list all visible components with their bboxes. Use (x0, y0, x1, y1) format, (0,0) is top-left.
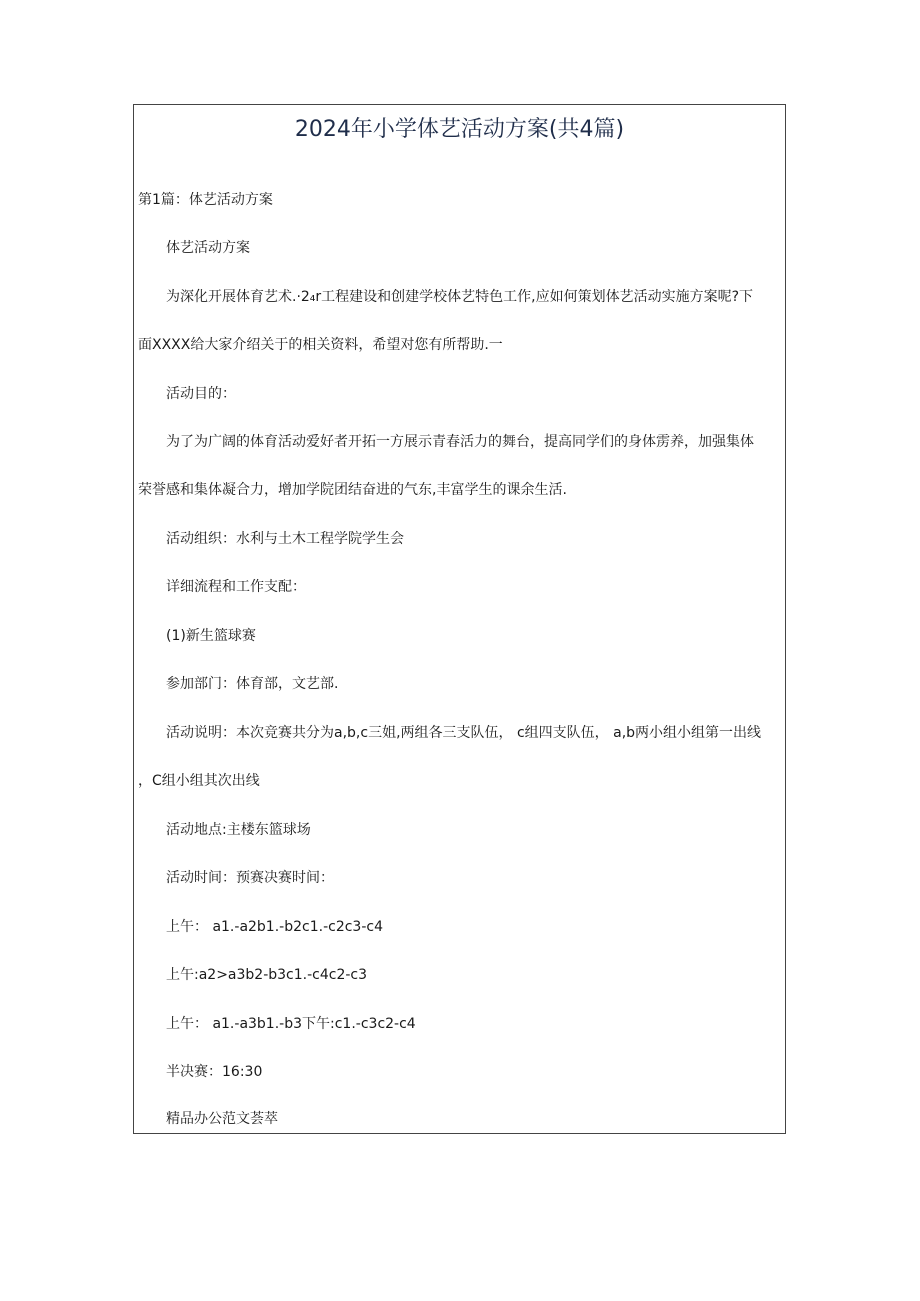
goal-heading: 活动目的： (166, 386, 236, 402)
time-line: 活动时间：预赛决赛时间： (166, 870, 334, 886)
goal-paragraph-line-2: 荣誉感和集体凝合力，增加学院团结奋进的气东,丰富学生的课余生活. (138, 482, 567, 498)
location-line: 活动地点:主楼东篮球场 (166, 822, 311, 838)
subheading: 体艺活动方案 (166, 240, 250, 256)
description-line-2: ，C组小组其次出线 (138, 773, 260, 789)
document-title: 2024年小学体艺活动方案(共4篇) (294, 117, 625, 142)
intro-paragraph-line-2: 面XXXX给大家介绍关于的相关资料，希望对您有所帮助.一 (138, 337, 503, 353)
section-heading: 第1篇：体艺活动方案 (138, 192, 273, 208)
organizer-line: 活动组织：水利与土木工程学院学生会 (166, 531, 404, 547)
intro-paragraph-line-1: 为深化开展体育艺术.·2₄r工程建设和创建学校体艺特色工作,应如何策划体艺活动实施方案呢?下 (166, 289, 754, 305)
goal-paragraph-line-1: 为了为广阔的体育活动爱好者开拓一方展示青春活力的舞台，提高同学们的身体雳养，加强集体 (166, 434, 754, 450)
item-heading: (1)新生篮球赛 (166, 628, 256, 644)
footer-line: 精品办公范文荟萃 (166, 1111, 278, 1127)
schedule-line-1: 上午： a1.-a2b1.-b2c1.-c2c3-c4 (166, 919, 383, 935)
document-page (133, 104, 786, 1134)
semifinal-line: 半决赛：16:30 (166, 1064, 263, 1080)
departments-line: 参加部门：体育部，文艺部. (166, 676, 339, 692)
schedule-line-2: 上午:a2>a3b2-b3c1.-c4c2-c3 (166, 967, 368, 983)
description-line-1: 活动说明：本次竞赛共分为a,b,c三姐,两组各三支队伍， c组四支队伍， a,b两小组小组第一出线 (166, 725, 762, 741)
process-heading: 详细流程和工作支配： (166, 579, 306, 595)
schedule-line-3: 上午： a1.-a3b1.-b3下午:c1.-c3c2-c4 (166, 1016, 416, 1032)
